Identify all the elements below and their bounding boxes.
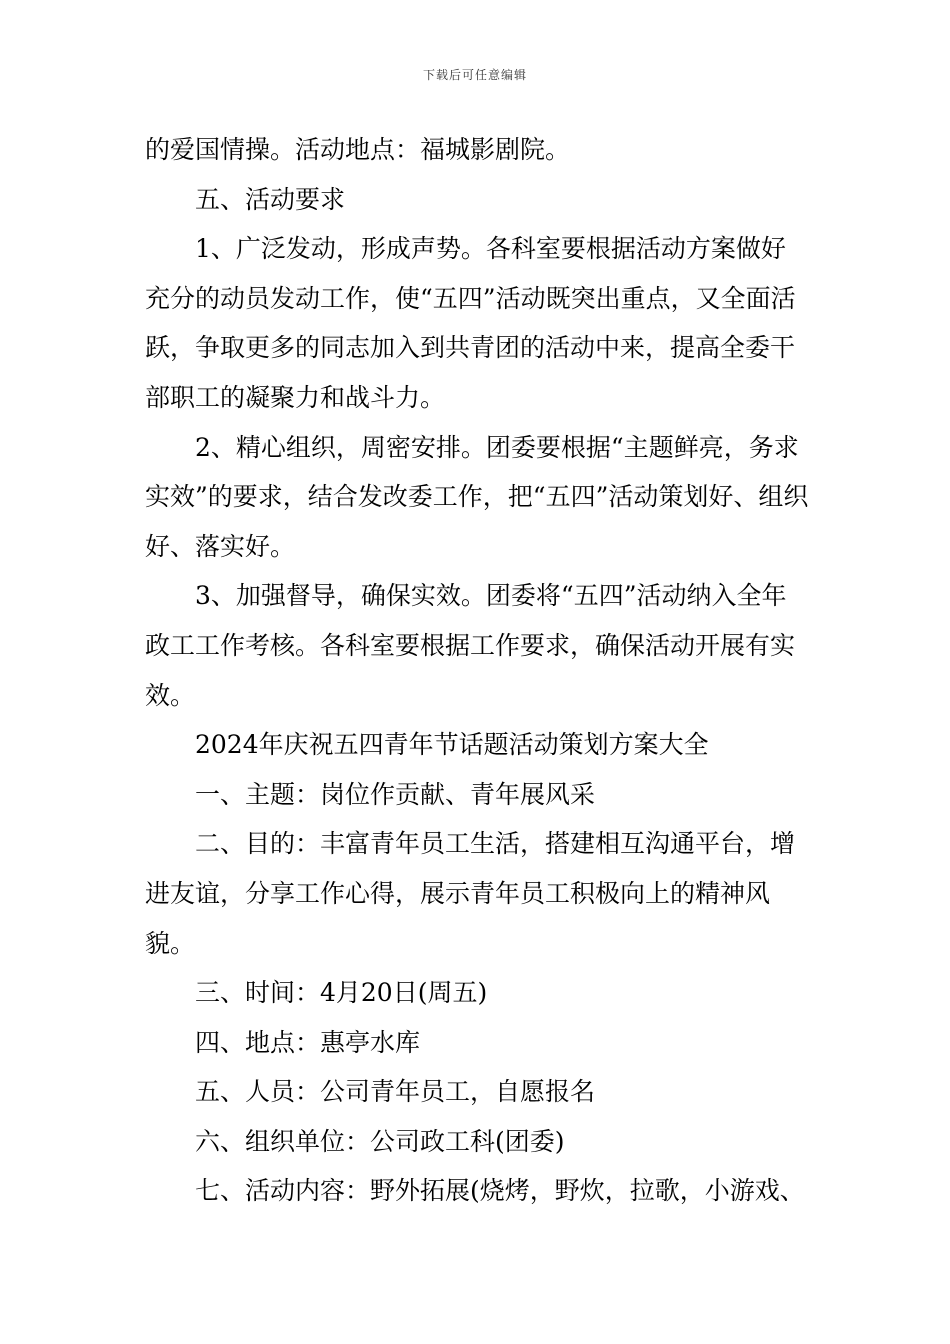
paragraph-location: 四、地点：惠亭水库 bbox=[195, 1027, 421, 1057]
paragraph-continuation: 的爱国情操。活动地点：福城影剧院。 bbox=[145, 135, 571, 164]
paragraph-requirement-2: 2、精心组织，周密安排。团委要根据“主题鲜亮，务求实效”的要求，结合发改委工作，把“五四”活动策划好、组织好、落实好。 bbox=[145, 432, 809, 561]
paragraph-activities: 七、活动内容：野外拓展(烧烤，野炊，拉歌，小游戏、 bbox=[195, 1176, 805, 1206]
document-body bbox=[145, 125, 810, 1216]
paragraph-requirement-3: 3、加强督导，确保实效。团委将“五四”活动纳入全年政工工作考核。各科室要根据工作要求，确保活动开展有实效。 bbox=[145, 581, 796, 710]
paragraph-purpose: 二、目的：丰富青年员工生活，搭建相互沟通平台，增进友谊，分享工作心得，展示青年员工积极向上的精神风貌。 bbox=[145, 829, 796, 958]
paragraph-requirement-1: 1、广泛发动，形成声势。各科室要根据活动方案做好充分的动员发动工作，使“五四”活动既突出重点，又全面活跃，争取更多的同志加入到共青团的活动中来，提高全委干部职工的凝聚力和战斗力。 bbox=[145, 234, 796, 412]
page-header-note: 下载后可任意编辑 bbox=[422, 68, 527, 82]
document-section-title: 2024年庆祝五四青年节话题活动策划方案大全 bbox=[195, 730, 709, 760]
paragraph-organizer: 六、组织单位：公司政工科(团委) bbox=[195, 1126, 565, 1156]
paragraph-time: 三、时间：4月20日(周五) bbox=[195, 978, 488, 1008]
section-heading-requirements: 五、活动要求 bbox=[195, 184, 346, 214]
paragraph-theme: 一、主题：岗位作贡献、青年展风采 bbox=[195, 779, 596, 809]
paragraph-participants: 五、人员：公司青年员工，自愿报名 bbox=[195, 1077, 596, 1107]
